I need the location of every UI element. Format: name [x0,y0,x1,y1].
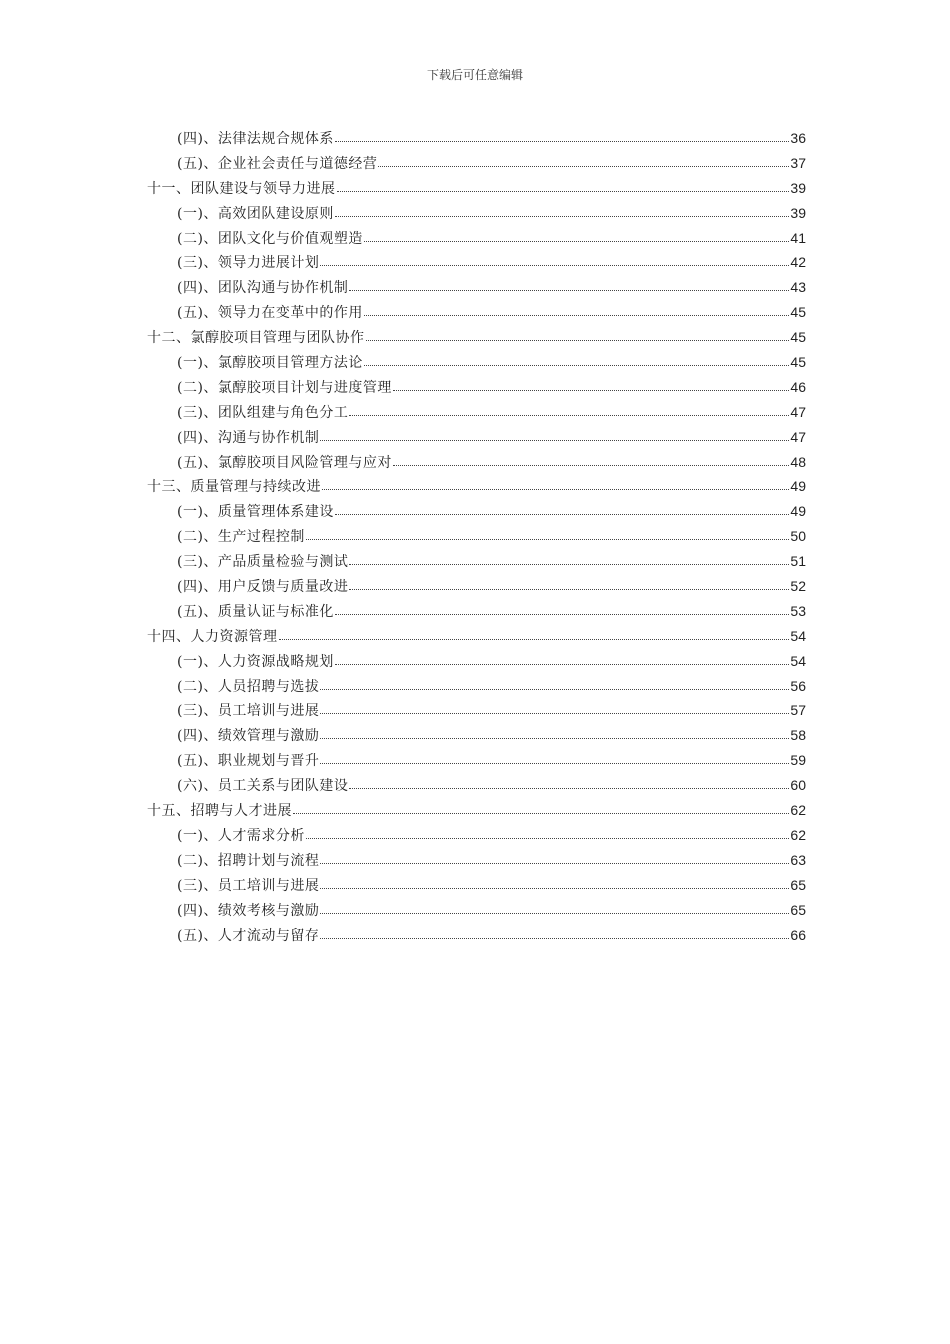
toc-entry-title: (五)、氯醇胶项目风险管理与应对 [177,454,392,471]
toc-entry-title: (四)、团队沟通与协作机制 [177,280,349,297]
toc-section-entry[interactable] [147,201,806,226]
toc-entry-title: (三)、员工培训与进展 [177,703,320,720]
toc-chapter-entry[interactable] [147,325,806,350]
toc-entry-title: (三)、员工培训与进展 [177,877,320,894]
toc-page-number: 65 [790,901,806,918]
toc-page-number: 62 [790,802,806,819]
toc-dot-leader [349,552,789,566]
toc-section-entry[interactable] [147,151,806,176]
toc-page-number: 59 [790,752,806,769]
toc-page-number: 42 [790,254,806,271]
toc-dot-leader [335,129,789,143]
toc-dot-leader [335,602,789,616]
toc-dot-leader [364,229,789,243]
toc-section-entry[interactable] [147,674,806,699]
toc-entry-title: (一)、质量管理体系建设 [177,504,334,521]
toc-section-entry[interactable] [147,375,806,400]
toc-section-entry[interactable] [147,823,806,848]
toc-page-number: 54 [790,627,806,644]
toc-section-entry[interactable] [147,873,806,898]
toc-entry-title: (四)、法律法规合规体系 [177,131,334,147]
toc-entry-title: (二)、氯醇胶项目计划与进度管理 [177,379,392,396]
toc-page-number: 54 [790,652,806,669]
toc-entry-title: (二)、团队文化与价值观塑造 [177,230,363,247]
toc-section-entry[interactable] [147,300,806,325]
toc-entry-title: (三)、团队组建与角色分工 [177,404,349,421]
toc-page-number: 46 [790,378,806,395]
toc-page-number: 57 [790,702,806,719]
toc-page-number: 37 [790,154,806,171]
toc-page-number: 45 [790,354,806,371]
toc-dot-leader [322,477,789,491]
toc-entry-title: (五)、领导力在变革中的作用 [177,305,363,322]
toc-entry-title: (三)、产品质量检验与测试 [177,554,349,571]
toc-section-entry[interactable] [147,350,806,375]
toc-page-number: 66 [790,926,806,943]
toc-entry-title: (四)、绩效考核与激励 [177,902,320,919]
toc-entry-title: (二)、生产过程控制 [177,529,305,546]
toc-entry-title: (二)、招聘计划与流程 [177,852,320,869]
toc-section-entry[interactable] [147,524,806,549]
toc-entry-title: (五)、职业规划与晋升 [177,753,320,770]
toc-dot-leader [349,776,789,790]
toc-page-number: 45 [790,329,806,346]
toc-dot-leader [393,378,789,392]
toc-section-entry[interactable] [147,649,806,674]
toc-dot-leader [349,577,789,591]
toc-dot-leader [393,453,789,467]
toc-section-entry[interactable] [147,748,806,773]
toc-page-number: 47 [790,403,806,420]
toc-page-number: 41 [790,229,806,246]
toc-section-entry[interactable] [147,250,806,275]
toc-dot-leader [349,278,789,292]
toc-section-entry[interactable] [147,848,806,873]
table-of-contents [147,126,806,947]
toc-chapter-entry[interactable] [147,474,806,499]
toc-dot-leader [306,826,789,840]
toc-page-number: 50 [790,528,806,545]
toc-section-entry[interactable] [147,773,806,798]
toc-section-entry[interactable] [147,574,806,599]
toc-dot-leader [279,627,790,641]
toc-page-number: 65 [790,876,806,893]
toc-page-number: 43 [790,279,806,296]
toc-dot-leader [320,726,789,740]
toc-chapter-entry[interactable] [147,798,806,823]
toc-dot-leader [320,253,789,267]
toc-entry-title: (一)、人力资源战略规划 [177,653,334,670]
toc-entry-title: (三)、领导力进展计划 [177,255,320,272]
toc-page-number: 60 [790,777,806,794]
toc-section-entry[interactable] [147,923,806,948]
toc-dot-leader [320,926,789,940]
toc-entry-title: (四)、绩效管理与激励 [177,728,320,745]
toc-dot-leader [306,527,789,541]
toc-dot-leader [320,677,789,691]
toc-entry-title: (一)、氯醇胶项目管理方法论 [177,355,363,372]
toc-page-number: 53 [790,602,806,619]
toc-section-entry[interactable] [147,226,806,251]
toc-page-number: 39 [790,204,806,221]
toc-section-entry[interactable] [147,549,806,574]
toc-entry-title: (一)、高效团队建设原则 [177,205,334,222]
toc-section-entry[interactable] [147,898,806,923]
toc-dot-leader [349,403,789,417]
toc-entry-title: (一)、人才需求分析 [177,827,305,844]
toc-entry-title: 十二、氯醇胶项目管理与团队协作 [147,330,365,347]
toc-page-number: 62 [790,826,806,843]
toc-dot-leader [320,751,789,765]
toc-page-number: 36 [790,130,806,146]
toc-entry-title: (五)、质量认证与标准化 [177,603,334,620]
toc-dot-leader [335,502,789,516]
toc-dot-leader [320,876,789,890]
toc-entry-title: (五)、企业社会责任与道德经营 [177,155,378,172]
toc-dot-leader [320,901,789,915]
toc-page-number: 49 [790,503,806,520]
toc-dot-leader [320,428,789,442]
toc-page-number: 47 [790,428,806,445]
toc-section-entry[interactable] [147,275,806,300]
toc-dot-leader [364,353,789,367]
toc-chapter-entry[interactable] [147,624,806,649]
toc-section-entry[interactable] [147,599,806,624]
toc-entry-title: (四)、用户反馈与质量改进 [177,579,349,596]
toc-section-entry[interactable] [147,400,806,425]
toc-section-entry[interactable] [147,723,806,748]
toc-page-number: 56 [790,677,806,694]
toc-page-number: 52 [790,578,806,595]
toc-entry-title: (五)、人才流动与留存 [177,927,320,944]
toc-entry-title: 十一、团队建设与领导力进展 [147,180,336,197]
toc-entry-title: (二)、人员招聘与选拔 [177,678,320,695]
toc-entry-title: 十四、人力资源管理 [147,628,278,645]
toc-page-number: 63 [790,851,806,868]
toc-dot-leader [335,652,789,666]
toc-chapter-entry[interactable] [147,176,806,201]
toc-dot-leader [364,303,789,317]
toc-page-number: 48 [790,453,806,470]
toc-page-number: 49 [790,478,806,495]
toc-dot-leader [320,851,789,865]
toc-dot-leader [335,204,789,218]
toc-entry-title: (六)、员工关系与团队建设 [177,778,349,795]
toc-section-entry[interactable] [147,698,806,723]
toc-dot-leader [378,154,789,168]
toc-entry-title: 十五、招聘与人才进展 [147,803,292,820]
toc-section-entry[interactable] [147,425,806,450]
toc-section-entry[interactable] [147,126,806,151]
toc-page-number: 39 [790,179,806,196]
toc-section-entry[interactable] [147,499,806,524]
toc-page-number: 51 [790,553,806,570]
toc-dot-leader [293,801,789,815]
toc-page-number: 45 [790,304,806,321]
toc-entry-title: (四)、沟通与协作机制 [177,429,320,446]
toc-page-number: 58 [790,727,806,744]
page-header: 下载后可任意编辑 [426,68,523,82]
toc-section-entry[interactable] [147,450,806,475]
toc-dot-leader [337,179,790,193]
toc-dot-leader [320,701,789,715]
toc-dot-leader [366,328,790,342]
toc-entry-title: 十三、质量管理与持续改进 [147,479,321,496]
